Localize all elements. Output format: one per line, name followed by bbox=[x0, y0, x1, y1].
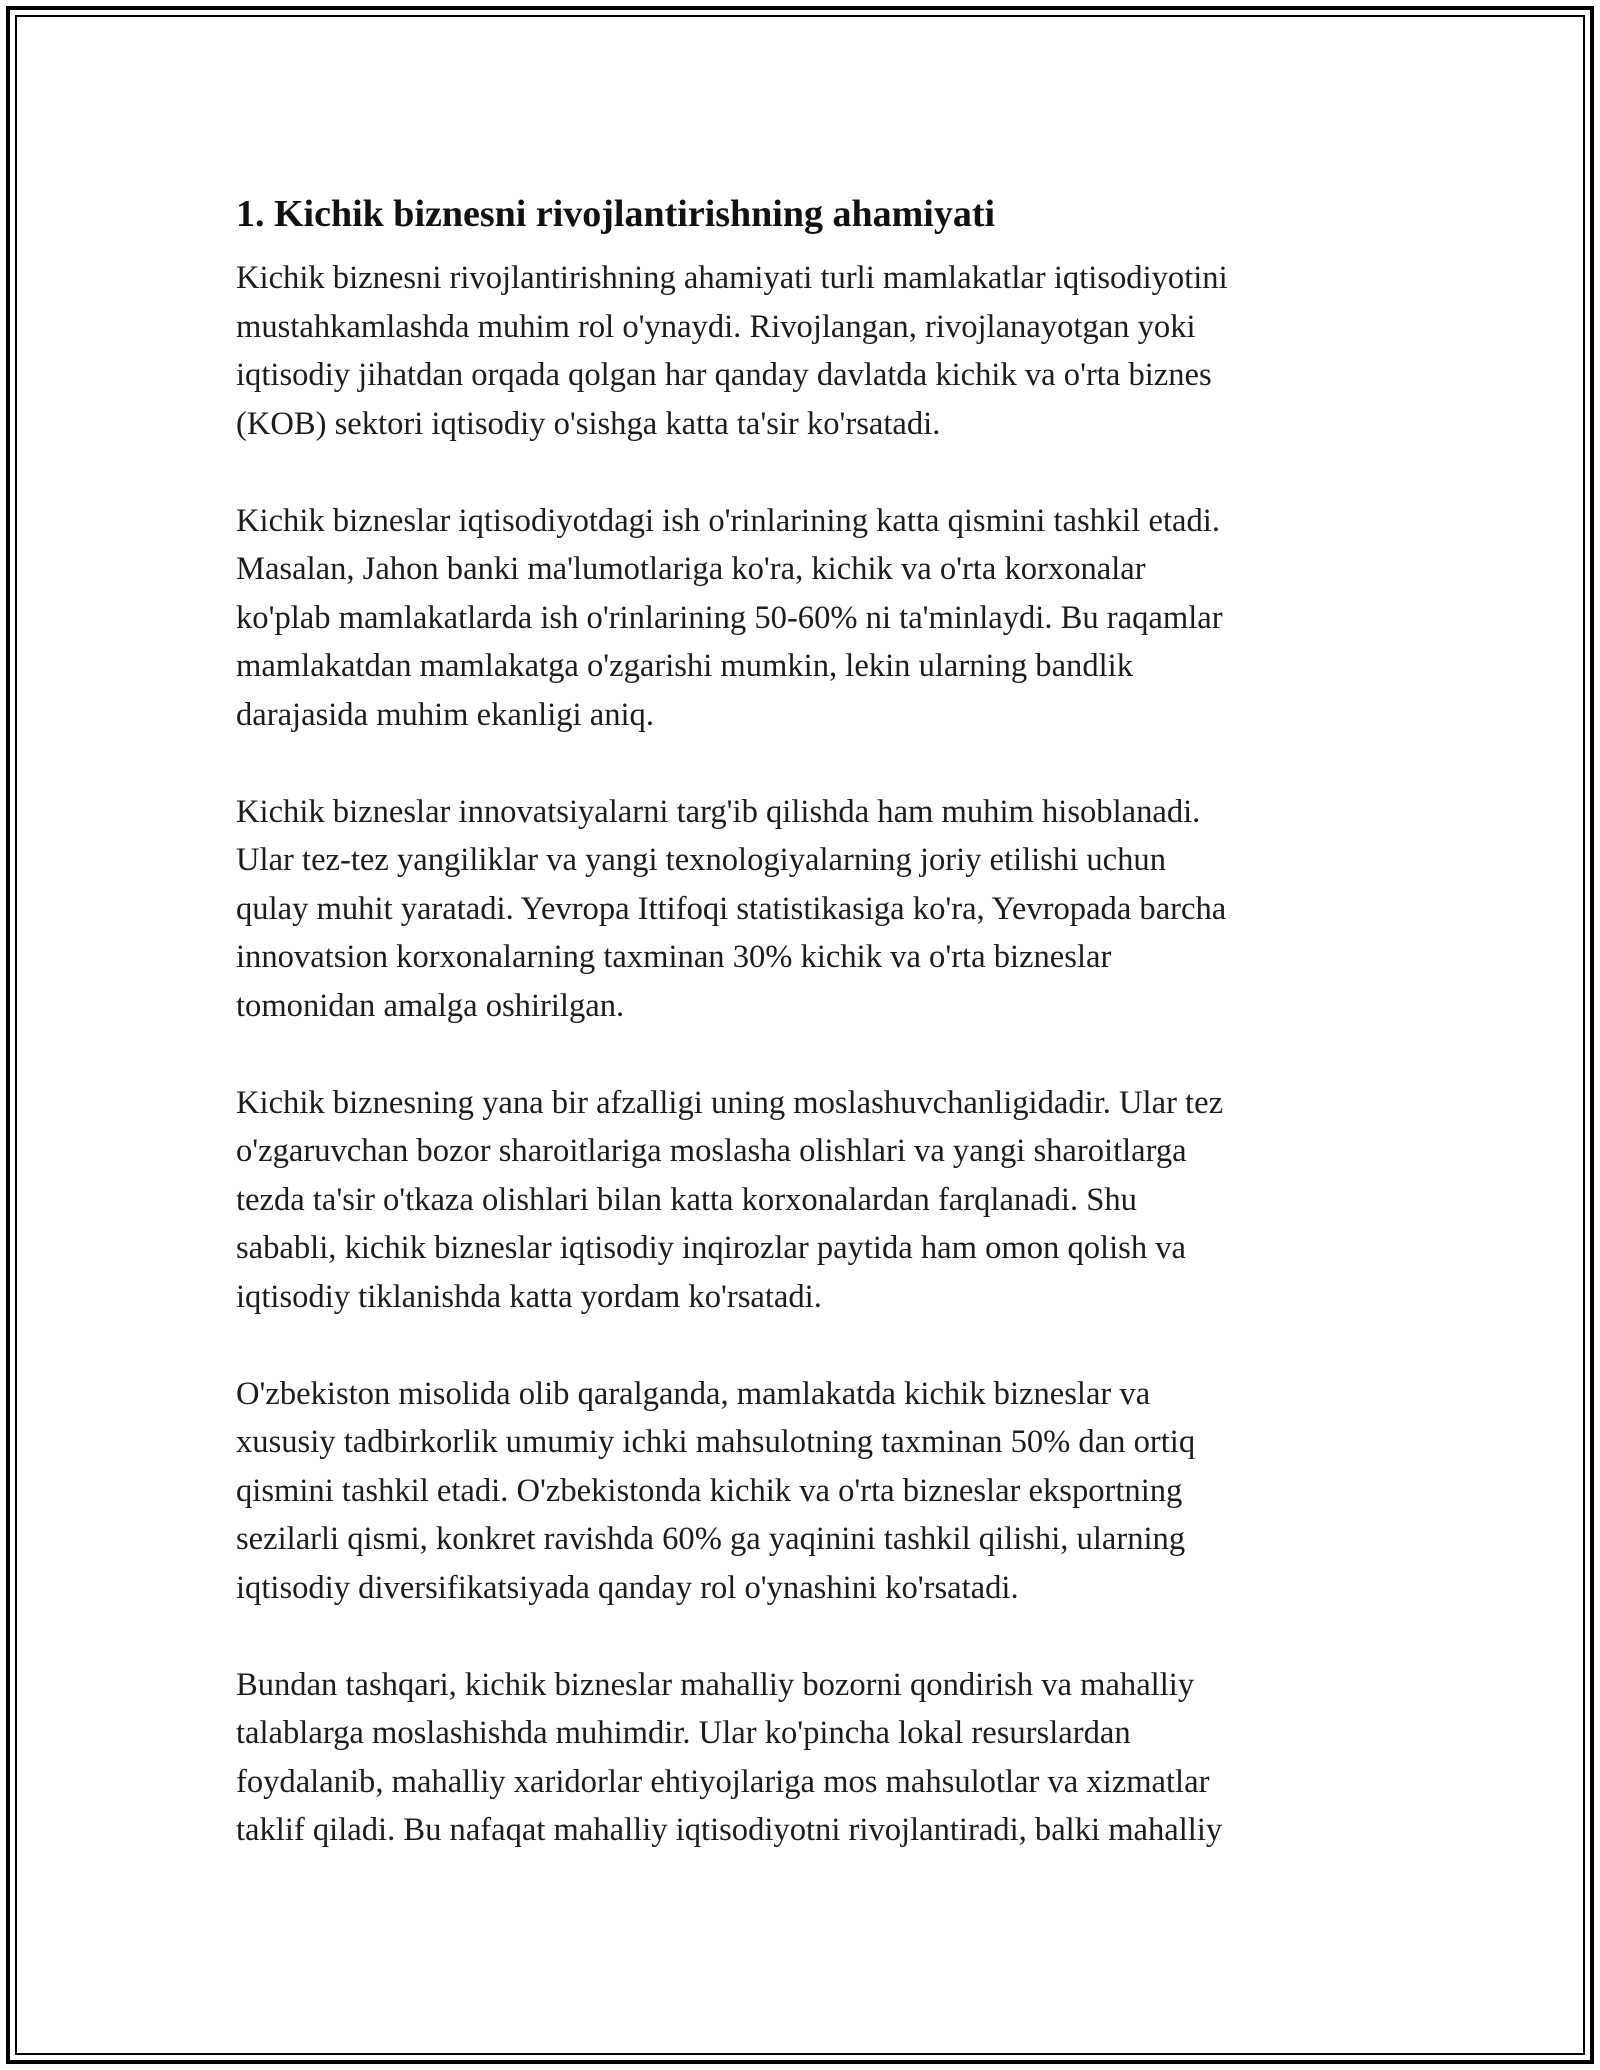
paragraph-uzbekistan: O'zbekiston misolida olib qaralganda, mamlakatda kichik bizneslar va xususiy tadbirkorlik umumiy ichki mahsulotning taxminan 50% dan ortiq qismini tashkil etadi. O'zbekistonda kichik va o'rta bizneslar eksportning sezilarli qismi, konkret ravishda 60% ga yaqinini tashkil qilishi, ularning iqtisodiy diversifikatsiyada qanday rol o'ynashini ko'rsatadi. bbox=[236, 1375, 1196, 1606]
paragraph-flexibility: Kichik biznesning yana bir afzalligi uning moslashuvchanligidadir. Ular tez o'zgaruvchan bozor sharoitlariga moslasha olishlari va yangi sharoitlarga tezda ta'sir o'tkaza olishlari bilan katta korxonalardan farqlanadi. Shu sababli, kichik bizneslar iqtisodiy inqirozlar paytida ham omon qolish va iqtisodiy tiklanishda katta yordam ko'rsatadi. bbox=[236, 1084, 1224, 1315]
document-page bbox=[236, 186, 1366, 1903]
paragraph-importance: Kichik biznesni rivojlantirishning ahamiyati turli mamlakatlar iqtisodiyotini mustahkamlashda muhim rol o'ynaydi. Rivojlangan, rivojlanayotgan yoki iqtisodiy jihatdan orqada qolgan har qanday davlatda kichik va o'rta biznes (KOB) sektori iqtisodiy o'sishga katta ta'sir ko'rsatadi. bbox=[236, 260, 1228, 442]
paragraph-employment: Kichik bizneslar iqtisodiyotdagi ish o'rinlarining katta qismini tashkil etadi. Masalan, Jahon banki ma'lumotlariga ko'ra, kichik va o'rta korxonalar ko'plab mamlakatlarda ish o'rinlarining 50-60% ni ta'minlaydi. Bu raqamlar mamlakatdan mamlakatga o'zgarishi mumkin, lekin ularning bandlik darajasida muhim ekanligi aniq. bbox=[236, 502, 1223, 733]
paragraph-local-markets: Bundan tashqari, kichik bizneslar mahalliy bozorni qondirish va mahalliy talablarga moslashishda muhimdir. Ular ko'pincha lokal resurslardan foydalanib, mahalliy xaridorlar ehtiyojlariga mos mahsulotlar va xizmatlar taklif qiladi. Bu nafaqat mahalliy iqtisodiyotni rivojlantiradi, balki mahalliy bbox=[236, 1666, 1223, 1848]
paragraph-innovation: Kichik bizneslar innovatsiyalarni targ'ib qilishda ham muhim hisoblanadi. Ular tez-tez yangiliklar va yangi texnologiyalarning joriy etilishi uchun qulay muhit yaratadi. Yevropa Ittifoqi statistikasiga ko'ra, Yevropada barcha innovatsion korxonalarning taxminan 30% kichik va o'rta bizneslar tomonidan amalga oshirilgan. bbox=[236, 793, 1227, 1024]
section-heading: 1. Kichik biznesni rivojlantirishning ahamiyati bbox=[236, 193, 996, 235]
